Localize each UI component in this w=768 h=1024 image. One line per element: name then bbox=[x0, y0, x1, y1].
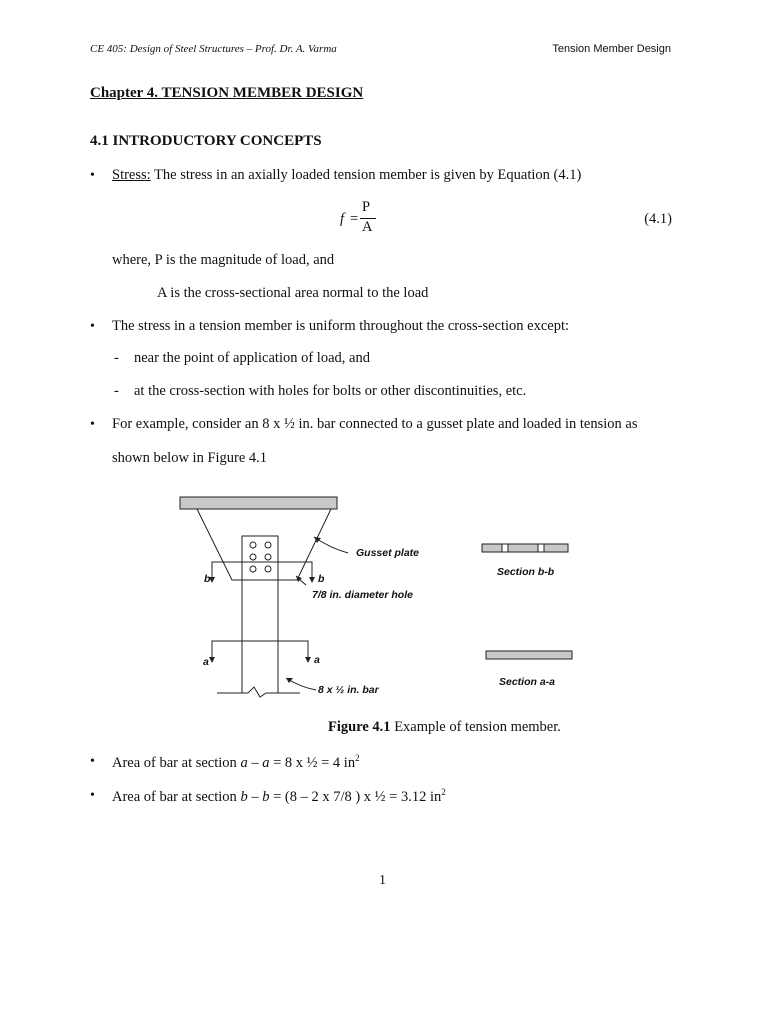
area-aa-exponent: 2 bbox=[355, 753, 360, 763]
bullet-marker: • bbox=[90, 319, 95, 334]
label-bar: 8 x ½ in. bar bbox=[318, 684, 379, 696]
area-bb-variable: b – b bbox=[240, 788, 270, 805]
area-bb-exponent: 2 bbox=[441, 787, 446, 797]
area-aa-line bbox=[112, 753, 360, 772]
label-gusset-plate: Gusset plate bbox=[356, 547, 420, 559]
break-symbol bbox=[248, 687, 266, 697]
eq-lhs: f bbox=[340, 211, 345, 227]
example-line-1: For example, consider an 8 x ½ in. bar connected to a gusset plate and loaded in tension as bbox=[112, 416, 638, 432]
eq-numerator: P bbox=[362, 199, 371, 215]
section-bb-hole bbox=[502, 544, 508, 552]
bullet-marker: • bbox=[90, 417, 95, 432]
label-section-aa: Section a-a bbox=[499, 676, 556, 688]
bar-arrowhead bbox=[286, 678, 293, 683]
bullet-marker: • bbox=[90, 754, 95, 769]
label-a-left: a bbox=[203, 656, 209, 668]
section-bb-hole bbox=[538, 544, 544, 552]
dash-marker: - bbox=[114, 350, 119, 366]
header-course-title: CE 405: Design of Steel Structures – Prof. Dr. A. Varma bbox=[90, 43, 337, 55]
stress-text: The stress in an axially loaded tension member is given by Equation (4.1) bbox=[150, 167, 582, 183]
area-bb-prefix: Area of bar at section bbox=[112, 788, 241, 805]
bolt-hole bbox=[265, 542, 271, 548]
label-section-bb: Section b-b bbox=[497, 566, 555, 578]
eq-denominator: A bbox=[362, 219, 373, 235]
arrow-a-left bbox=[209, 657, 215, 663]
arrow-b-right bbox=[309, 577, 315, 583]
bolt-hole bbox=[265, 566, 271, 572]
chapter-title: Chapter 4. TENSION MEMBER DESIGN bbox=[90, 85, 364, 101]
where-line: where, P is the magnitude of load, and bbox=[112, 252, 335, 268]
dash-marker: - bbox=[114, 383, 119, 399]
uniform-stress-line: The stress in a tension member is uniform throughout the cross-section except: bbox=[112, 318, 570, 334]
area-aa-prefix: Area of bar at section bbox=[112, 754, 241, 771]
bar-top-region bbox=[242, 536, 278, 580]
label-b-right: b bbox=[318, 573, 325, 585]
eq-equals: = bbox=[350, 211, 359, 227]
area-aa-value: = 8 x ½ = 4 in bbox=[269, 754, 356, 771]
bullet-marker: • bbox=[90, 788, 95, 803]
bolt-hole bbox=[250, 542, 256, 548]
label-b-left: b bbox=[204, 573, 211, 585]
bolt-hole bbox=[265, 554, 271, 560]
area-aa-variable: a – a bbox=[240, 754, 270, 771]
section-aa-plate bbox=[486, 651, 572, 659]
bolt-hole bbox=[250, 554, 256, 560]
page-number: 1 bbox=[379, 873, 386, 888]
exception-holes: at the cross-section with holes for bolts or other discontinuities, etc. bbox=[134, 383, 527, 399]
area-definition-line: A is the cross-sectional area normal to the load bbox=[157, 285, 429, 301]
bolt-hole bbox=[250, 566, 256, 572]
figure-caption-number: Figure 4.1 bbox=[328, 719, 391, 735]
support-beam bbox=[180, 497, 337, 509]
figure-caption bbox=[328, 719, 561, 736]
section-title: 4.1 INTRODUCTORY CONCEPTS bbox=[90, 133, 322, 149]
area-bb-line bbox=[112, 787, 446, 806]
arrow-a-right bbox=[305, 657, 311, 663]
header-topic: Tension Member Design bbox=[552, 43, 671, 55]
figure-caption-text: Example of tension member. bbox=[390, 719, 561, 735]
area-bb-value: = (8 – 2 x 7/8 ) x ½ = 3.12 in bbox=[269, 788, 442, 805]
stress-label: Stress: bbox=[112, 167, 151, 183]
example-line-2: shown below in Figure 4.1 bbox=[112, 450, 268, 466]
section-bb-plate bbox=[482, 544, 568, 552]
section-line-a bbox=[212, 641, 308, 657]
exception-load-point: near the point of application of load, and bbox=[134, 350, 370, 366]
bullet-marker: • bbox=[90, 168, 95, 183]
gusset-plate-outline bbox=[197, 509, 331, 580]
label-hole: 7/8 in. diameter hole bbox=[312, 589, 413, 601]
equation-number: (4.1) bbox=[644, 211, 672, 227]
label-a-right: a bbox=[314, 654, 320, 666]
